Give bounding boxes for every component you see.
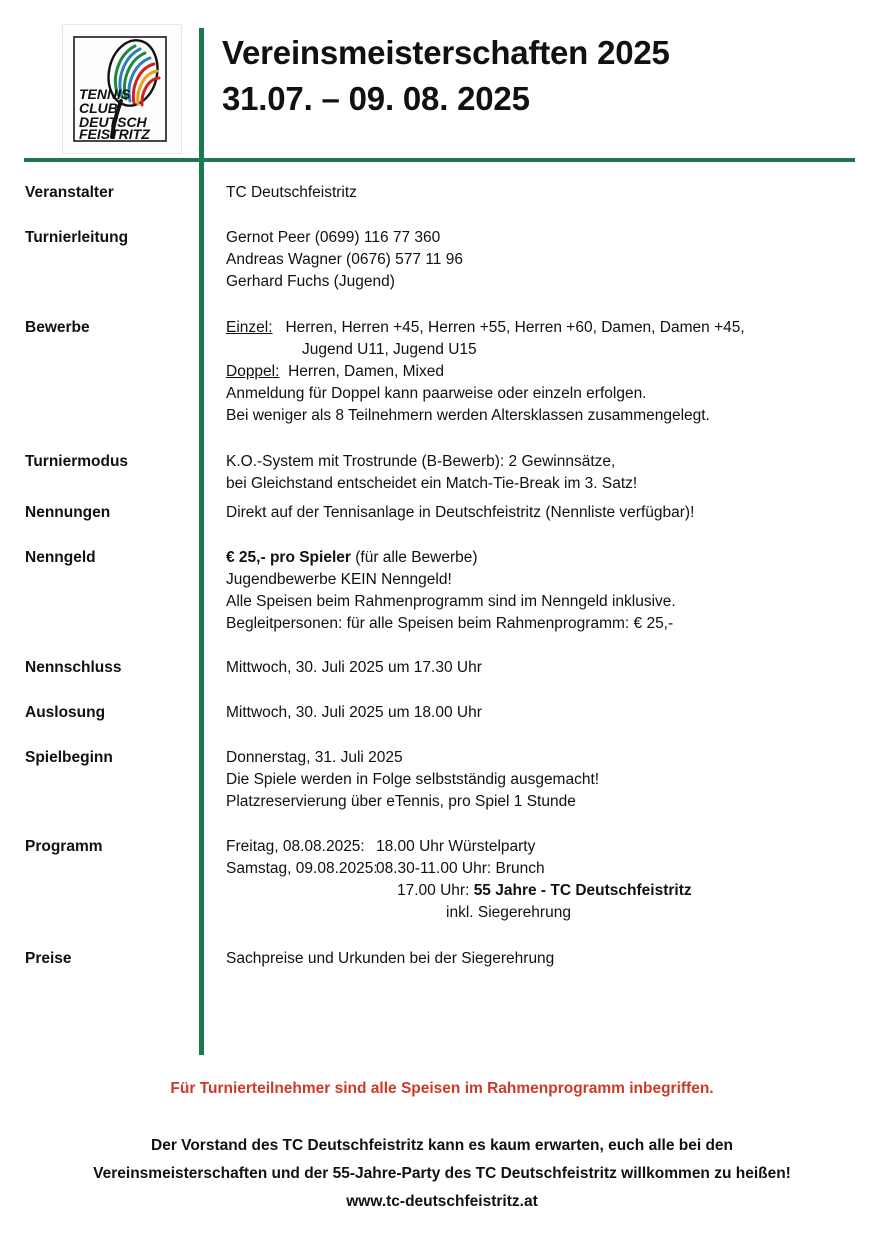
row-label-turniermodus: Turniermodus xyxy=(25,453,129,470)
bewerbe-note-1: Anmeldung für Doppel kann paarweise oder einzeln erfolgen. xyxy=(226,385,647,402)
svg-text:DEUTSCH: DEUTSCH xyxy=(79,114,147,130)
turniermodus-line-2: bei Gleichstand entscheidet ein Match-Tie-Break im 3. Satz! xyxy=(226,475,638,492)
table-row xyxy=(0,948,884,970)
nennschluss-value: Mittwoch, 30. Juli 2025 um 17.30 Uhr xyxy=(226,659,482,676)
bewerbe-einzel-values-1: Herren, Herren +45, Herren +55, Herren +60, Damen, Damen +45, xyxy=(285,319,745,336)
nennungen-value: Direkt auf der Tennisanlage in Deutschfeistritz (Nennliste verfügbar)! xyxy=(226,504,695,521)
programm-awards-text: inkl. Siegerehrung xyxy=(446,904,571,921)
info-table xyxy=(0,162,884,970)
programm-anniversary-time: 17.00 Uhr: xyxy=(397,882,474,899)
spielbeginn-line-1: Donnerstag, 31. Juli 2025 xyxy=(226,749,403,766)
row-content-turnierleitung xyxy=(200,227,884,293)
tennis-racket-logo-icon xyxy=(71,33,175,147)
row-label-bewerbe: Bewerbe xyxy=(25,319,90,336)
row-label-nennschluss: Nennschluss xyxy=(25,659,122,676)
club-logo-image xyxy=(71,33,175,147)
preise-value: Sachpreise und Urkunden bei der Siegerehrung xyxy=(226,950,555,967)
row-content-programm xyxy=(200,836,884,924)
row-content-spielbeginn xyxy=(200,747,884,813)
club-logo xyxy=(62,24,182,154)
programm-friday-day: Freitag, 08.08.2025: xyxy=(226,838,365,855)
bewerbe-einzel-label: Einzel: xyxy=(226,319,273,336)
row-content-nennschluss xyxy=(200,657,884,679)
footer-highlight-note: Für Turnierteilnehmer sind alle Speisen im Rahmenprogramm inbegriffen. xyxy=(170,1080,714,1097)
row-content-nennungen xyxy=(200,502,884,524)
programm-anniversary-title: 55 Jahre - TC Deutschfeistritz xyxy=(473,882,692,899)
spielbeginn-line-3: Platzreservierung über eTennis, pro Spiel 1 Stunde xyxy=(226,793,576,810)
table-row xyxy=(0,317,884,427)
nenngeld-fee-note: (für alle Bewerbe) xyxy=(350,549,478,566)
bewerbe-einzel-values-2: Jugend U11, Jugend U15 xyxy=(302,341,477,358)
table-row xyxy=(0,547,884,635)
veranstalter-value: TC Deutschfeistritz xyxy=(226,184,357,201)
table-row xyxy=(0,657,884,679)
turnierleitung-contact-2: Andreas Wagner (0676) 577 11 96 xyxy=(226,251,463,268)
row-content-auslosung xyxy=(200,702,884,724)
nenngeld-fee-amount: € 25,- pro Spieler xyxy=(226,549,351,566)
programm-saturday-day: Samstag, 09.08.2025: xyxy=(226,860,378,877)
footer-message-line-1: Der Vorstand des TC Deutschfeistritz kann es kaum erwarten, euch alle bei den xyxy=(151,1137,733,1154)
table-row xyxy=(0,747,884,813)
row-content-veranstalter xyxy=(200,182,884,204)
turnierleitung-contact-1: Gernot Peer (0699) 116 77 360 xyxy=(226,229,441,246)
row-label-auslosung: Auslosung xyxy=(25,704,106,721)
row-label-nenngeld: Nenngeld xyxy=(25,549,96,566)
turnierleitung-contact-3: Gerhard Fuchs (Jugend) xyxy=(226,273,395,290)
page-subtitle-dates: 31.07. – 09. 08. 2025 xyxy=(222,80,530,117)
row-content-nenngeld xyxy=(200,547,884,635)
row-label-spielbeginn: Spielbeginn xyxy=(25,749,113,766)
title-block xyxy=(222,30,862,122)
row-content-preise xyxy=(200,948,884,970)
programm-entry-friday xyxy=(226,836,884,858)
svg-text:FEISTRITZ: FEISTRITZ xyxy=(79,126,150,142)
turniermodus-line-1: K.O.-System mit Trostrunde (B-Bewerb): 2 Gewinnsätze, xyxy=(226,453,616,470)
programm-saturday-time: 08.30-11.00 Uhr: Brunch xyxy=(376,860,545,877)
row-label-preise: Preise xyxy=(25,950,72,967)
bewerbe-doppel-values: Herren, Damen, Mixed xyxy=(288,363,444,380)
footer-website[interactable]: www.tc-deutschfeistritz.at xyxy=(346,1193,538,1210)
row-label-programm: Programm xyxy=(25,838,103,855)
header-vertical-rule xyxy=(199,28,204,162)
programm-friday-time: 18.00 Uhr Würstelparty xyxy=(376,838,536,855)
table-row xyxy=(0,502,884,524)
bewerbe-doppel-label: Doppel: xyxy=(226,363,280,380)
programm-entry-saturday xyxy=(226,858,884,880)
row-content-bewerbe xyxy=(200,317,884,427)
footer-spacer xyxy=(0,1100,884,1132)
bewerbe-einzel-line-2 xyxy=(226,339,884,361)
nenngeld-line-3: Alle Speisen beim Rahmenprogramm sind im Nenngeld inklusive. xyxy=(226,593,676,610)
table-row xyxy=(0,182,884,204)
nenngeld-line-2: Jugendbewerbe KEIN Nenngeld! xyxy=(226,571,452,588)
nenngeld-fee-line xyxy=(226,547,884,569)
row-content-turniermodus xyxy=(200,451,884,495)
table-row xyxy=(0,836,884,924)
svg-text:TENNIS: TENNIS xyxy=(79,86,131,102)
bewerbe-note-2: Bei weniger als 8 Teilnehmern werden Altersklassen zusammengelegt. xyxy=(226,407,710,424)
row-label-veranstalter: Veranstalter xyxy=(25,184,114,201)
spielbeginn-line-2: Die Spiele werden in Folge selbstständig ausgemacht! xyxy=(226,771,600,788)
programm-entry-anniversary xyxy=(226,880,884,902)
bewerbe-einzel-list-1 xyxy=(273,319,286,336)
page-title: Vereinsmeisterschaften 2025 xyxy=(222,34,670,71)
document-footer xyxy=(0,1078,884,1216)
row-label-turnierleitung: Turnierleitung xyxy=(25,229,129,246)
row-label-nennungen: Nennungen xyxy=(25,504,111,521)
table-row xyxy=(0,227,884,293)
svg-text:CLUB: CLUB xyxy=(79,100,118,116)
programm-entry-awards xyxy=(226,902,884,924)
table-row xyxy=(0,702,884,724)
auslosung-value: Mittwoch, 30. Juli 2025 um 18.00 Uhr xyxy=(226,704,482,721)
nenngeld-line-4: Begleitpersonen: für alle Speisen beim Rahmenprogramm: € 25,- xyxy=(226,615,674,632)
bewerbe-einzel-line xyxy=(226,317,884,339)
bewerbe-doppel-line xyxy=(226,361,884,383)
bewerbe-doppel-gap xyxy=(279,363,288,380)
document-header xyxy=(0,0,884,162)
table-row xyxy=(0,451,884,495)
footer-message-line-2: Vereinsmeisterschaften und der 55-Jahre-Party des TC Deutschfeistritz willkommen zu heißen! xyxy=(93,1165,791,1182)
